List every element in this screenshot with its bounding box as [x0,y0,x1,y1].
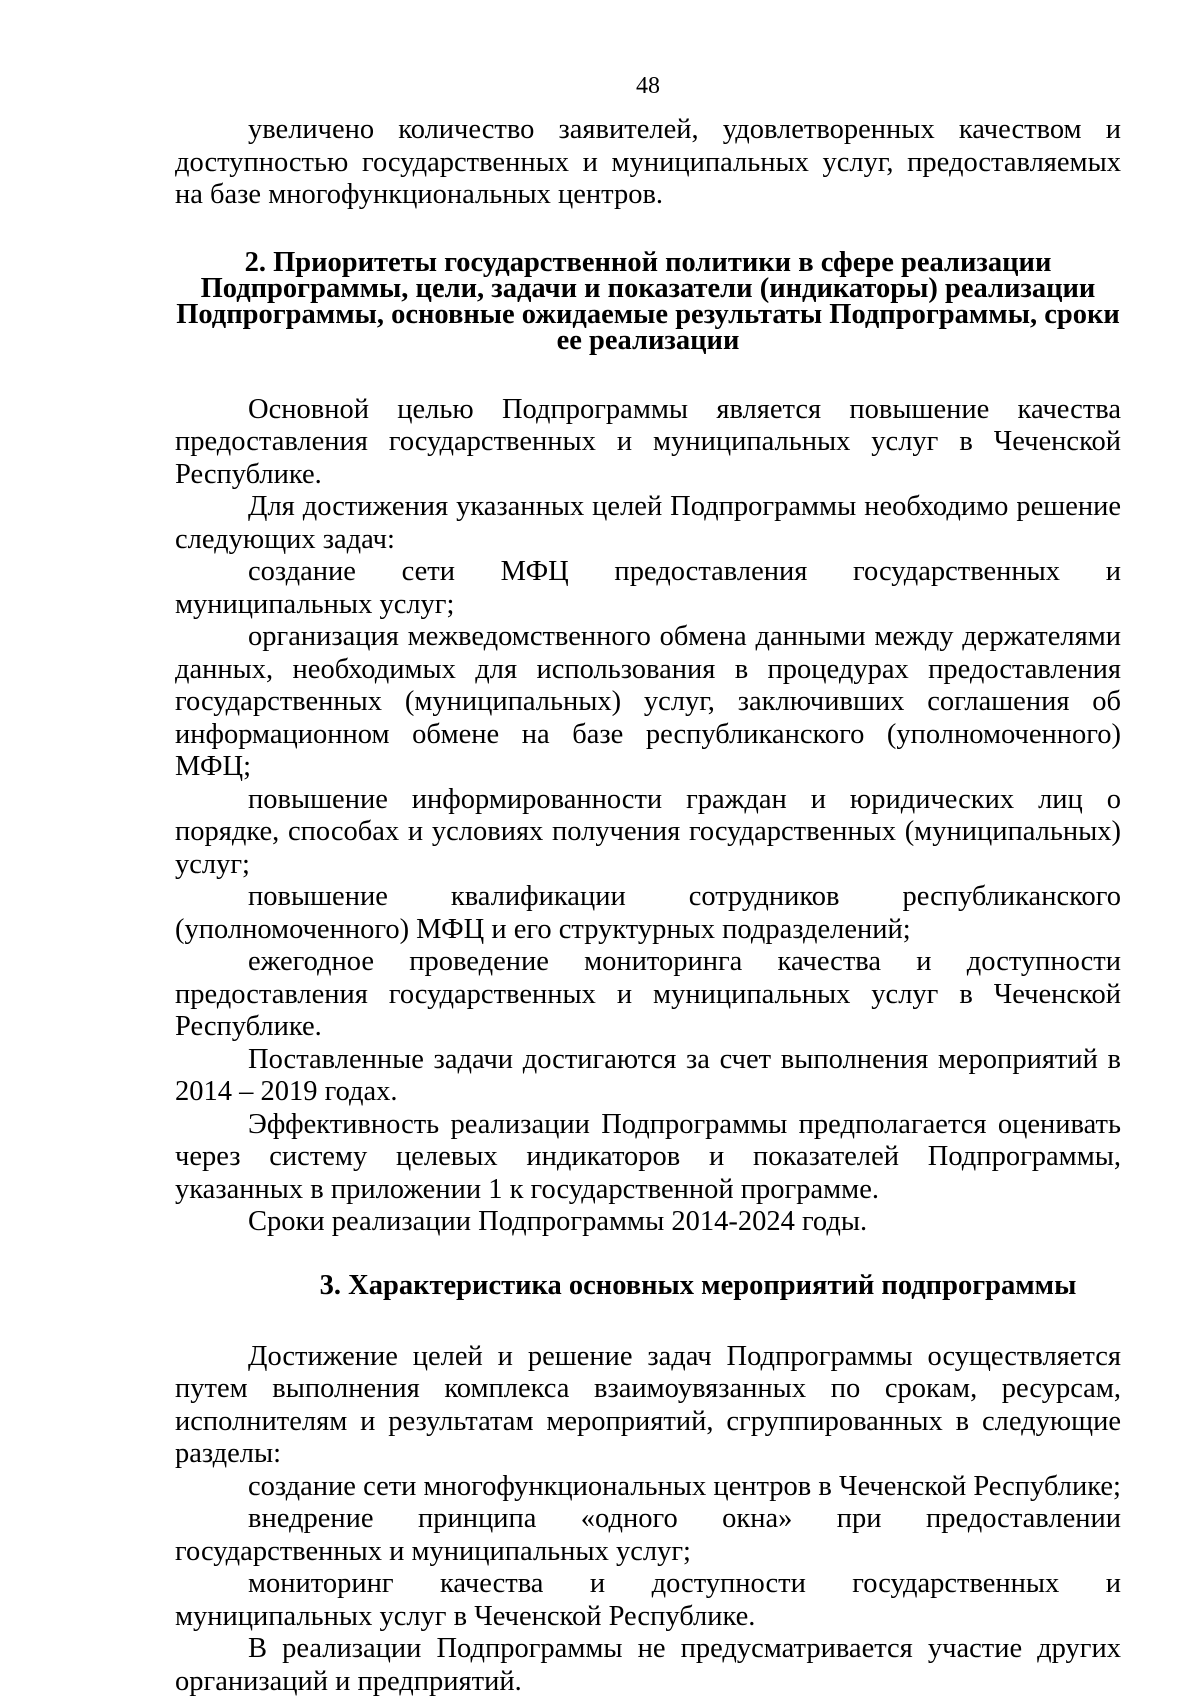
document-page [175,72,1121,1698]
section-3-list-item: создание сети многофункциональных центров в Чеченской Республике; [248,1470,1121,1502]
section-2-list-item: ежегодное проведение мониторинга качества и доступности предоставления государственных и муниципальных услуг в Чеченской Республике. [175,946,1121,1042]
section-2-heading: 2. Приоритеты государственной политики в сфере реализации Подпрограммы, цели, задачи и показатели (индикаторы) реализации Подпрограммы, основные ожидаемые результаты Подпрограммы, сроки ее реализации [176,246,1120,356]
intro-paragraph: увеличено количество заявителей, удовлетворенных качеством и доступностью государственных и муниципальных услуг, предоставляемых на базе многофункциональных центров. [175,114,1121,210]
section-3-heading: 3. Характеристика основных мероприятий подпрограммы [319,1269,1077,1301]
section-3-list-item: внедрение принципа «одного окна» при предоставлении государственных и муниципальных услуг; [175,1503,1121,1567]
section-2-list-item: организация межведомственного обмена данными между держателями данных, необходимых для использования в процедурах предоставления государственных (муниципальных) услуг, заключивших соглашения об информационном обмене на базе республиканского (уполномоченного) МФЦ; [175,621,1121,782]
section-2-list-item: повышение квалификации сотрудников республиканского (уполномоченного) МФЦ и его структурных подразделений; [175,881,1121,945]
section-2-paragraph: Эффективность реализации Подпрограммы предполагается оценивать через систему целевых индикаторов и показателей Подпрограммы, указанных в приложении 1 к государственной программе. [175,1108,1121,1205]
page-number: 48 [636,73,660,99]
section-2-paragraph: Для достижения указанных целей Подпрограммы необходимо решение следующих задач: [175,491,1121,555]
section-2-list-item: создание сети МФЦ предоставления государственных и муниципальных услуг; [175,556,1121,620]
section-3-list-item: мониторинг качества и доступности государственных и муниципальных услуг в Чеченской Республике. [175,1568,1121,1632]
section-2-paragraph: Основной целью Подпрограммы является повышение качества предоставления государственных и муниципальных услуг в Чеченской Республике. [175,393,1121,490]
section-3-paragraph: Достижение целей и решение задач Подпрограммы осуществляется путем выполнения комплекса взаимоувязанных по срокам, ресурсам, исполнителям и результатам мероприятий, сгруппированных в следующие разделы: [175,1340,1121,1469]
section-2-paragraph: Сроки реализации Подпрограммы 2014-2024 годы. [248,1206,868,1237]
section-2-list-item: повышение информированности граждан и юридических лиц о порядке, способах и условиях получения государственных (муниципальных) услуг; [175,783,1121,880]
section-3-paragraph: В реализации Подпрограммы не предусматривается участие других организаций и предприятий. [175,1633,1121,1697]
section-2-paragraph: Поставленные задачи достигаются за счет выполнения мероприятий в 2014 – 2019 годах. [175,1043,1121,1107]
